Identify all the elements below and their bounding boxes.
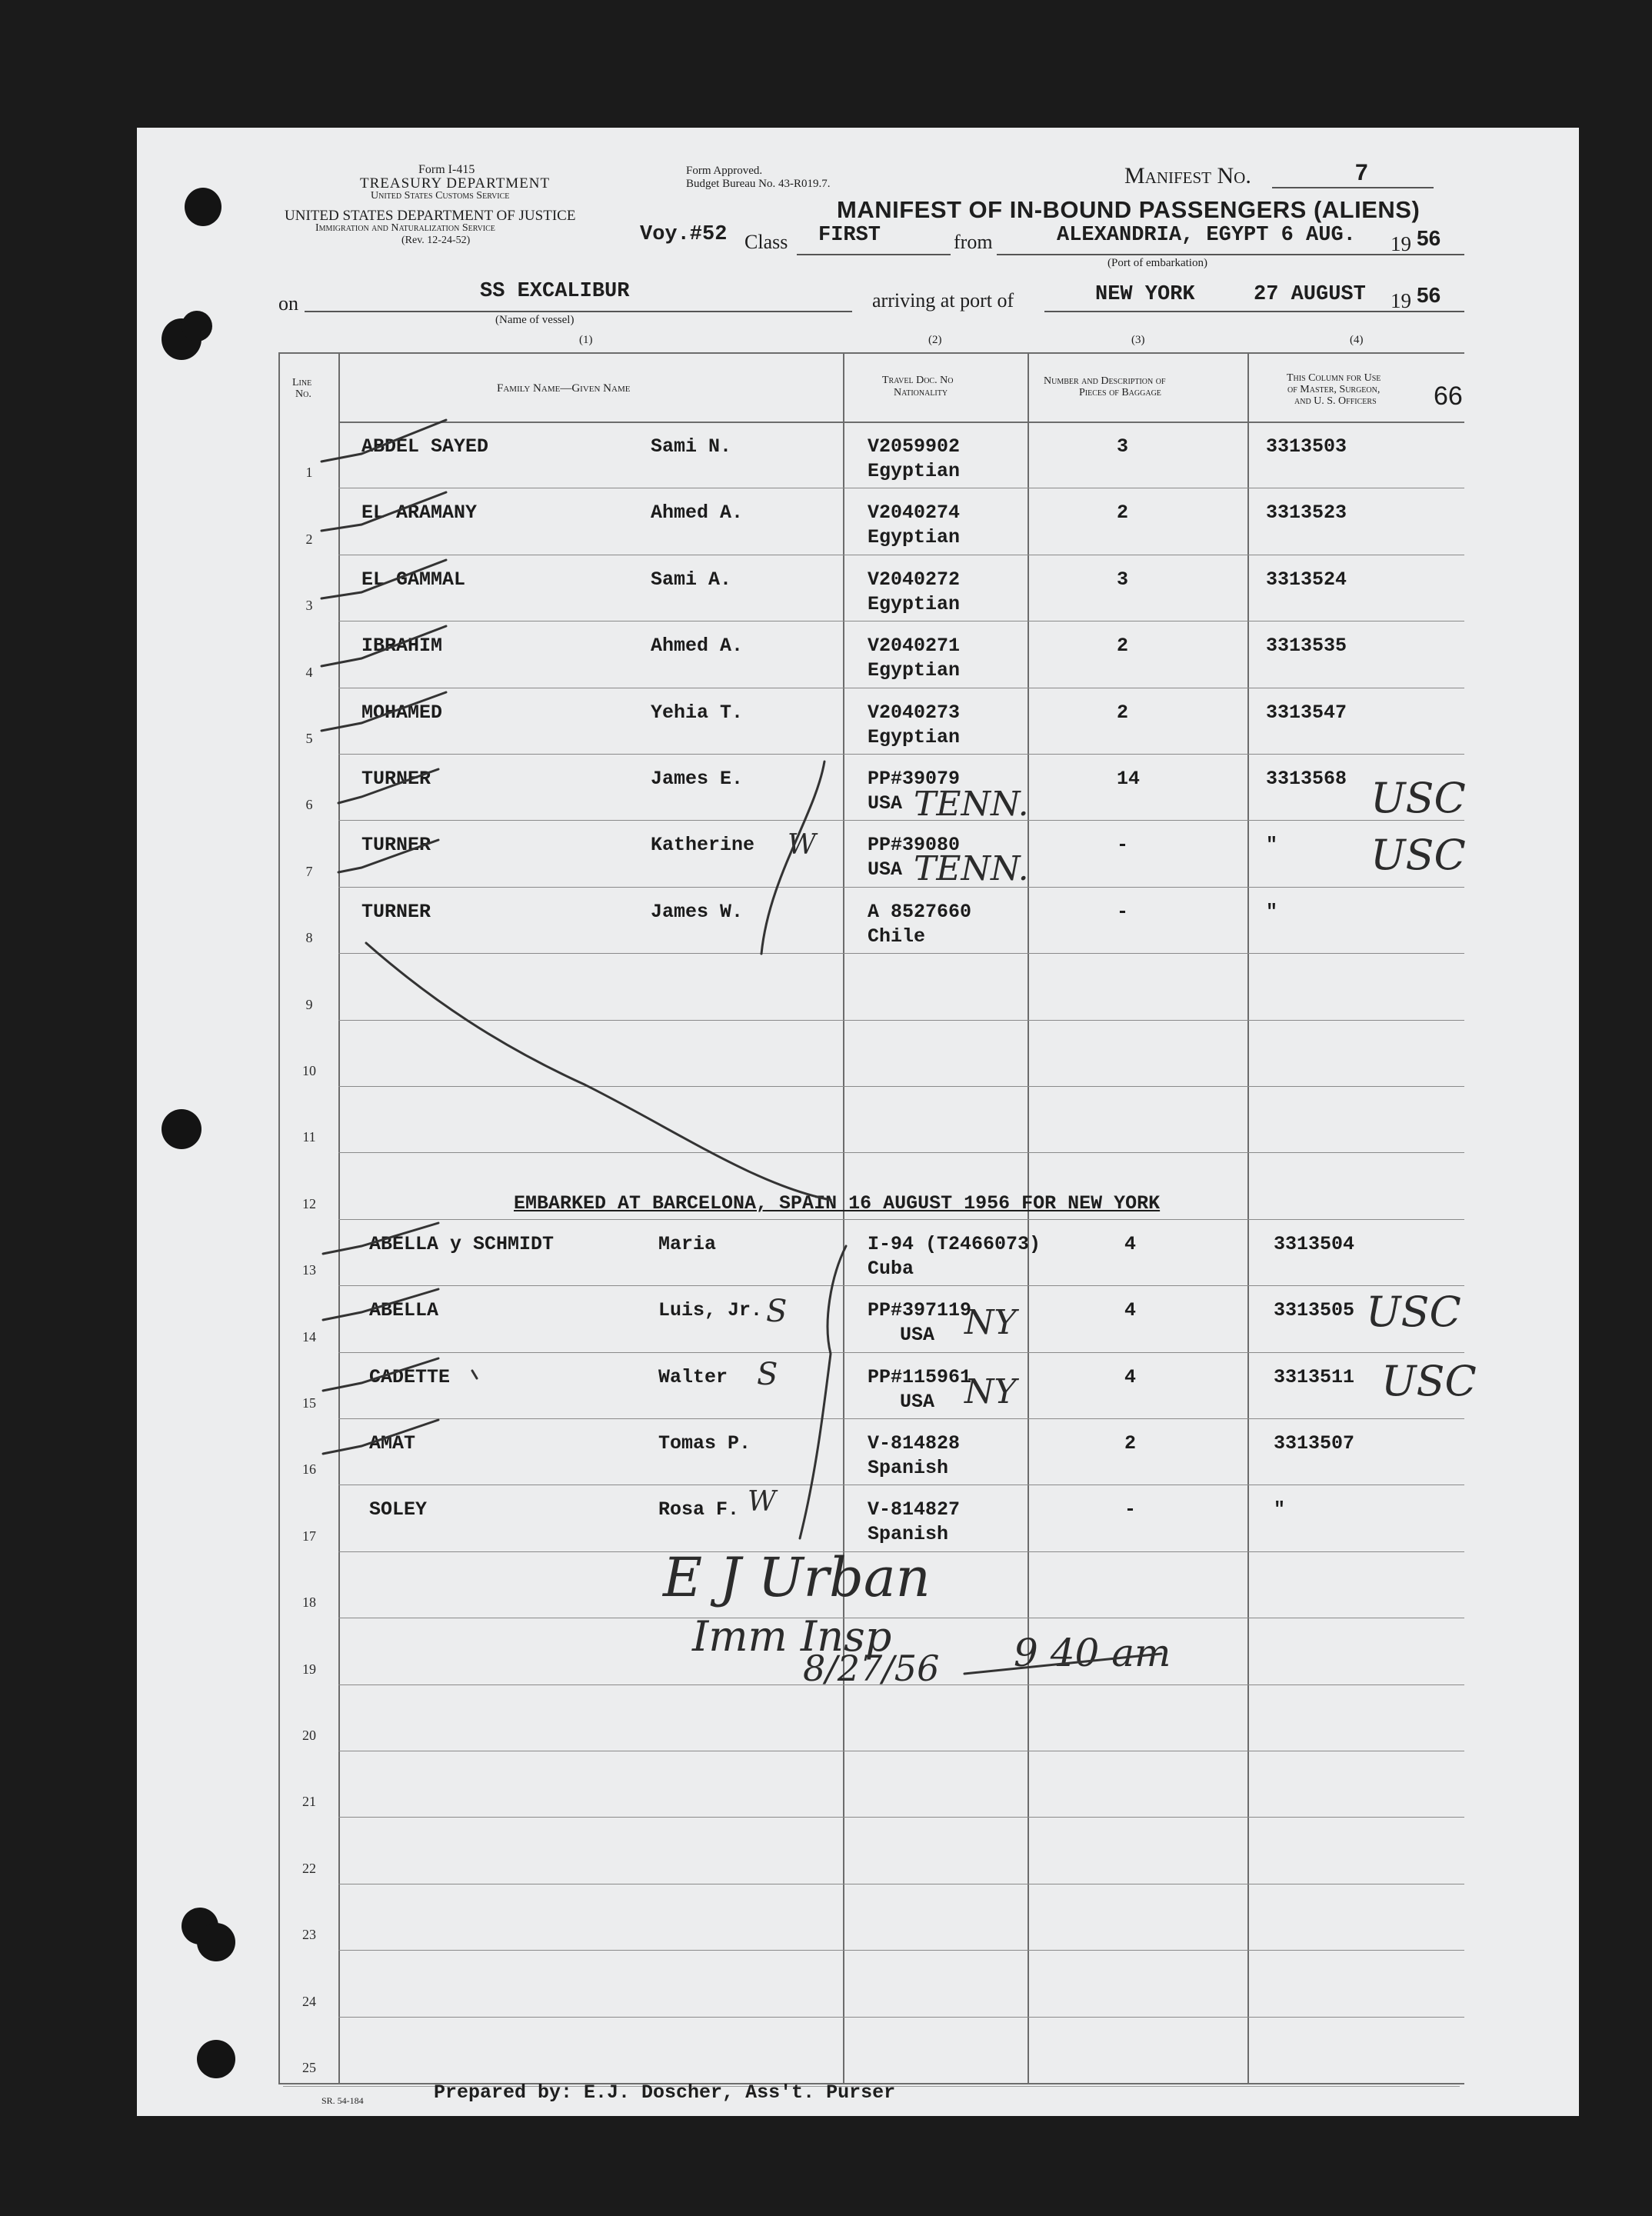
baggage-count: 14 (1117, 768, 1141, 790)
given-name: Sami A. (651, 568, 732, 591)
travel-document: V2040271 (868, 635, 961, 657)
vessel-line (305, 311, 852, 312)
col-divider-baggage (1247, 352, 1249, 2083)
handwritten-state: TENN. (914, 785, 1029, 824)
column-number-3: (3) (1131, 334, 1145, 346)
nationality: Cuba (868, 1258, 914, 1280)
table-left-border (278, 352, 280, 2084)
officer-number: 3313504 (1274, 1233, 1355, 1255)
revision-date: (Rev. 12-24-52) (401, 235, 471, 246)
baggage-count: 2 (1117, 502, 1129, 524)
officer-number: " (1266, 901, 1278, 923)
travel-document: PP#39080 (868, 834, 961, 856)
arrival-port: NEW YORK (1095, 283, 1195, 306)
handwritten-state: NY (964, 1303, 1017, 1342)
given-name: Rosa F. (658, 1498, 740, 1521)
handwritten-mark: S (757, 1357, 778, 1392)
table-top-border (278, 352, 1464, 354)
punch-hole (182, 311, 212, 342)
line-number: 9 (305, 997, 313, 1012)
line-number: 20 (302, 1728, 316, 1743)
manifest-number-label: Manifest No. (1124, 163, 1251, 188)
officer-number: 3313535 (1266, 635, 1347, 657)
form-code: SR. 54-184 (321, 2095, 364, 2106)
year2-prefix: 19 (1391, 289, 1411, 312)
officer-number: " (1274, 1498, 1286, 1521)
column-number-1: (1) (579, 334, 593, 346)
row-divider (338, 1352, 1464, 1353)
nationality: Egyptian (868, 526, 961, 548)
inspection-date: 8/27/56 (803, 1648, 940, 1689)
year2-line (1384, 311, 1464, 312)
line-number: 10 (302, 1063, 316, 1078)
header-no: No. (295, 388, 311, 400)
class-value: FIRST (818, 224, 881, 247)
row-divider (338, 754, 1464, 755)
baggage-count: 2 (1124, 1432, 1137, 1455)
handwritten-usc: USC (1371, 831, 1466, 879)
on-label: on (278, 292, 298, 315)
officer-number: 3313568 (1266, 768, 1347, 790)
header-officers-2: of Master, Surgeon, (1287, 384, 1381, 395)
travel-document: V2059902 (868, 435, 961, 458)
header-nationality: Nationality (894, 387, 948, 398)
nationality: USA (900, 1324, 935, 1346)
baggage-count: 2 (1117, 701, 1129, 724)
header-name: Family Name—Given Name (497, 382, 631, 395)
year-line (1384, 254, 1464, 255)
travel-document: V2040273 (868, 701, 961, 724)
nationality: Spanish (868, 1523, 949, 1545)
from-line (997, 254, 1387, 255)
line-number: 19 (302, 1661, 316, 1677)
line-number: 14 (302, 1329, 316, 1345)
officer-number: 3313507 (1274, 1432, 1355, 1455)
line-number: 3 (305, 598, 313, 613)
line-number: 6 (305, 797, 313, 812)
line-number: 5 (305, 731, 313, 746)
baggage-count: 3 (1117, 435, 1129, 458)
row-divider (338, 1817, 1464, 1818)
arrival-date: 27 AUGUST (1254, 283, 1366, 306)
voyage-number: Voy.#52 (640, 223, 728, 246)
row-divider (338, 2017, 1464, 2018)
officer-number: 3313547 (1266, 701, 1347, 724)
given-name: James W. (651, 901, 744, 923)
given-name: Ahmed A. (651, 502, 744, 524)
from-port: ALEXANDRIA, EGYPT 6 AUG. (1057, 224, 1356, 247)
handwritten-mark: W (788, 829, 817, 861)
nationality: USA (900, 1391, 935, 1413)
from-label: from (954, 231, 993, 253)
header-line: Line (292, 377, 312, 388)
family-name: CADETTE (369, 1366, 451, 1388)
row-divider (338, 1086, 1464, 1087)
baggage-count: - (1117, 834, 1129, 856)
travel-document: PP#397119 (868, 1299, 972, 1321)
inspector-signature: E J Urban (663, 1546, 931, 1609)
family-name: ABDEL SAYED (361, 435, 489, 458)
officer-number: 3313524 (1266, 568, 1347, 591)
family-name: TURNER (361, 768, 431, 790)
class-line (797, 254, 951, 255)
form-number: Form I-415 (418, 163, 475, 176)
row-divider (338, 820, 1464, 821)
travel-document: V2040272 (868, 568, 961, 591)
row-divider (338, 1950, 1464, 1951)
year-suffix: 56 (1417, 226, 1441, 250)
header-officers-3: and U. S. Officers (1294, 395, 1377, 407)
handwritten-usc: USC (1381, 1357, 1477, 1405)
handwritten-mark: S (766, 1294, 788, 1329)
year2-suffix: 56 (1417, 283, 1441, 307)
handwritten-usc: USC (1366, 1288, 1461, 1336)
row-divider (338, 1152, 1464, 1153)
manifest-number: 7 (1355, 160, 1368, 185)
class-label: Class (744, 231, 788, 253)
handwritten-state: TENN. (914, 849, 1029, 888)
officer-number: " (1266, 834, 1278, 856)
given-name: James E. (651, 768, 744, 790)
header-pieces: Pieces of Baggage (1079, 387, 1161, 398)
given-name: Katherine (651, 834, 755, 856)
inspection-time: 9 40 am (1014, 1631, 1171, 1675)
nationality: USA (868, 792, 903, 815)
nationality: Spanish (868, 1457, 949, 1479)
baggage-count: 4 (1124, 1299, 1137, 1321)
line-number: 16 (302, 1461, 316, 1477)
punch-hole (197, 1923, 235, 1961)
line-number: 4 (305, 665, 313, 680)
travel-document: I-94 (T2466073) (868, 1233, 1041, 1255)
line-number: 2 (305, 532, 313, 547)
family-name: SOLEY (369, 1498, 428, 1521)
port-embarkation-caption: (Port of embarkation) (1107, 257, 1207, 269)
baggage-count: 4 (1124, 1233, 1137, 1255)
line-number: 23 (302, 1927, 316, 1942)
nationality: Egyptian (868, 593, 961, 615)
baggage-count: 3 (1117, 568, 1129, 591)
handwritten-mark: W (748, 1486, 777, 1518)
arriving-label: arriving at port of (872, 289, 1014, 312)
family-name: EL ARAMANY (361, 502, 478, 524)
nationality: Egyptian (868, 659, 961, 681)
nationality: Chile (868, 925, 926, 948)
col-divider-line (338, 352, 340, 2083)
col-divider-doc (1028, 352, 1029, 2083)
baggage-count: - (1117, 901, 1129, 923)
given-name: Luis, Jr. (658, 1299, 763, 1321)
column-number-2: (2) (928, 334, 942, 346)
header-officers-1: This Column for Use (1287, 372, 1381, 384)
prepared-by: Prepared by: E.J. Doscher, Ass't. Purser (434, 2081, 896, 2104)
line-number: 24 (302, 1994, 316, 2009)
line-number: 8 (305, 930, 313, 945)
given-name: Tomas P. (658, 1432, 751, 1455)
family-name: IBRAHIM (361, 635, 443, 657)
family-name: AMAT (369, 1432, 416, 1455)
line-number: 17 (302, 1528, 316, 1544)
given-name: Sami N. (651, 435, 732, 458)
line-number: 11 (302, 1129, 316, 1145)
travel-document: V2040274 (868, 502, 961, 524)
column-number-4: (4) (1350, 334, 1364, 346)
manifest-sheet (137, 128, 1579, 2116)
family-name: TURNER (361, 901, 431, 923)
line-number: 25 (302, 2060, 316, 2075)
row-divider (338, 887, 1464, 888)
baggage-count: 2 (1117, 635, 1129, 657)
vessel-caption: (Name of vessel) (495, 314, 575, 326)
row-divider (338, 1219, 1464, 1220)
inspector-title: Imm Insp (692, 1612, 892, 1661)
header-travel-doc: Travel Doc. No (882, 375, 954, 386)
form-approved: Form Approved. (686, 165, 763, 177)
officer-number: 3313511 (1274, 1366, 1355, 1388)
line-number: 12 (302, 1196, 316, 1211)
ins-service: Immigration and Naturalization Service (315, 222, 495, 234)
given-name: Ahmed A. (651, 635, 744, 657)
travel-document: V-814828 (868, 1432, 961, 1455)
arrival-line (1044, 311, 1389, 312)
punch-hole (197, 2040, 235, 2078)
line-number: 18 (302, 1595, 316, 1610)
manifest-title: MANIFEST OF IN-BOUND PASSENGERS (ALIENS) (837, 196, 1421, 223)
customs-service: United States Customs Service (371, 190, 510, 202)
officer-number: 3313503 (1266, 435, 1347, 458)
nationality: Egyptian (868, 460, 961, 482)
officer-number: 3313523 (1266, 502, 1347, 524)
given-name: Maria (658, 1233, 717, 1255)
line-number: 22 (302, 1861, 316, 1876)
family-name: ABELLA (369, 1299, 439, 1321)
year-prefix: 19 (1391, 232, 1411, 255)
given-name: Walter (658, 1366, 728, 1388)
travel-document: A 8527660 (868, 901, 972, 923)
budget-bureau: Budget Bureau No. 43-R019.7. (686, 178, 831, 190)
handwritten-state: NY (964, 1372, 1017, 1411)
header-baggage: Number and Description of (1044, 375, 1166, 387)
table-header-border (338, 422, 1464, 423)
line-number: 1 (305, 465, 313, 480)
row-divider (338, 1418, 1464, 1419)
treasury-department: TREASURY DEPARTMENT (360, 175, 551, 192)
department-of-justice: UNITED STATES DEPARTMENT OF JUSTICE (285, 208, 576, 224)
punch-hole (162, 1109, 202, 1149)
nationality: USA (868, 858, 903, 881)
baggage-count: 4 (1124, 1366, 1137, 1388)
row-divider (338, 1020, 1464, 1021)
family-name: ABELLA y SCHMIDT (369, 1233, 555, 1255)
vessel-name: SS EXCALIBUR (480, 280, 630, 303)
given-name: Yehia T. (651, 701, 744, 724)
sheet-number: 66 (1434, 382, 1463, 411)
travel-document: V-814827 (868, 1498, 961, 1521)
officer-number: 3313505 (1274, 1299, 1355, 1321)
line-number: 21 (302, 1794, 316, 1809)
family-name: MOHAMED (361, 701, 443, 724)
travel-document: PP#115961 (868, 1366, 972, 1388)
row-divider (338, 953, 1464, 954)
handwritten-usc: USC (1371, 774, 1466, 822)
line-number: 13 (302, 1262, 316, 1278)
embarked-note: EMBARKED AT BARCELONA, SPAIN 16 AUGUST 1956 FOR NEW YORK (514, 1192, 1161, 1215)
line-number: 15 (302, 1395, 316, 1411)
travel-document: PP#39079 (868, 768, 961, 790)
family-name: EL GAMMAL (361, 568, 466, 591)
baggage-count: - (1124, 1498, 1137, 1521)
line-number: 7 (305, 864, 313, 879)
family-name: TURNER (361, 834, 431, 856)
manifest-number-line (1272, 187, 1434, 188)
row-divider (338, 1285, 1464, 1286)
punch-hole (185, 188, 221, 226)
col-divider-name (843, 352, 844, 2083)
nationality: Egyptian (868, 726, 961, 748)
